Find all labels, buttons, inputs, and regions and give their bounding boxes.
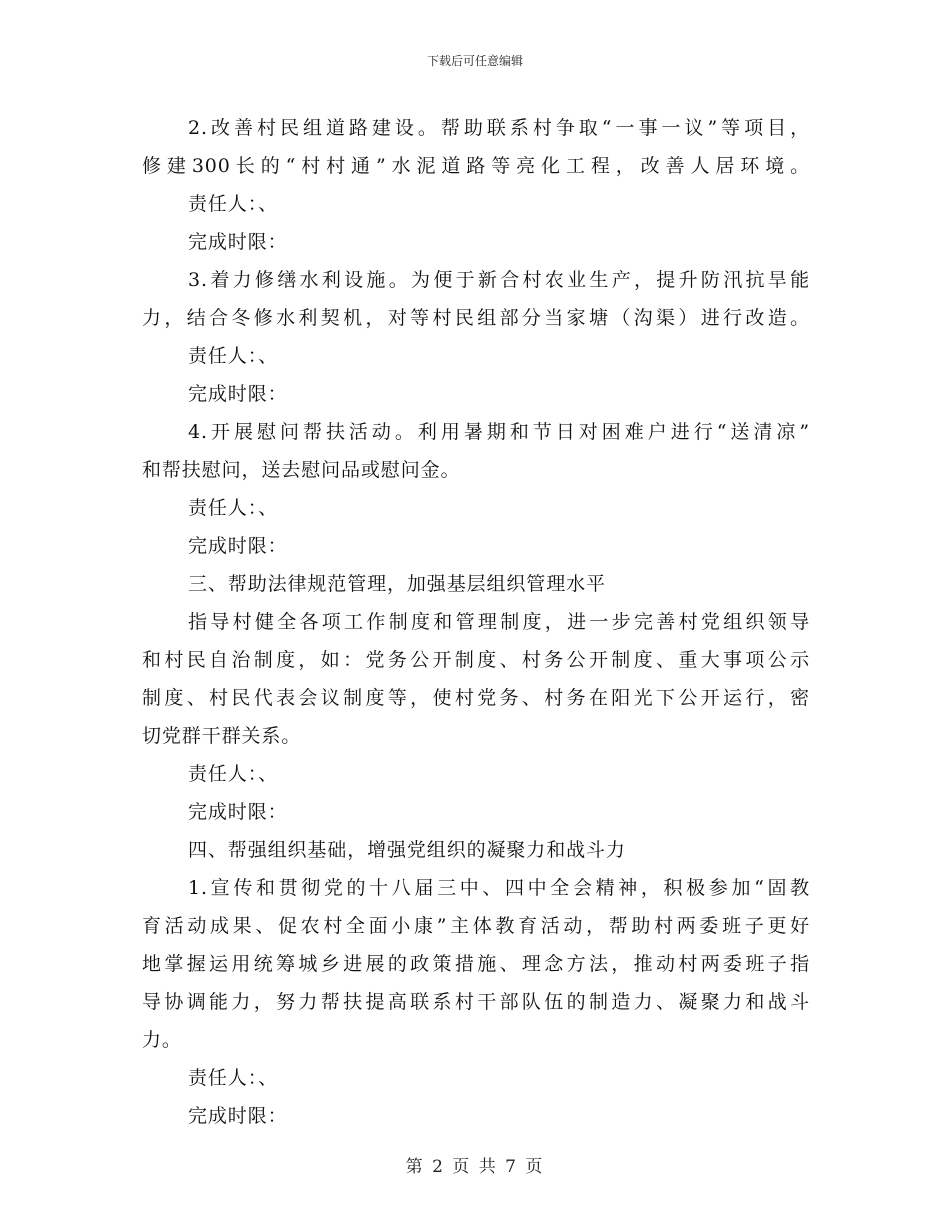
- responsible-person-line: 责任人：、: [188, 345, 279, 367]
- responsible-person-line: 责任人：、: [188, 1067, 279, 1089]
- paragraph-line: 指导村健全各项工作制度和管理制度，进一步完善村党组织领导: [188, 611, 810, 633]
- paragraph-line: 修建300长的“村村通”水泥道路等亮化工程，改善人居环境。: [142, 155, 810, 177]
- section-heading: 三、帮助法律规范管理，加强基层组织管理水平: [188, 573, 606, 595]
- paragraph-line: 1.宣传和贯彻党的十八届三中、四中全会精神，积极参加“固教: [188, 877, 810, 899]
- deadline-line: 完成时限：: [188, 383, 288, 405]
- page-header: 下载后可任意编辑: [426, 54, 523, 68]
- responsible-person-line: 责任人：、: [188, 763, 279, 785]
- paragraph-line: 育活动成果、促农村全面小康”主体教育活动，帮助村两委班子更好: [142, 915, 810, 937]
- paragraph-line: 力，结合冬修水利契机，对等村民组部分当家塘（沟渠）进行改造。: [142, 307, 810, 329]
- paragraph-line: 力。: [142, 1029, 182, 1051]
- deadline-line: 完成时限：: [188, 1105, 288, 1127]
- deadline-line: 完成时限：: [188, 535, 288, 557]
- paragraph-line: 制度、村民代表会议制度等，使村党务、村务在阳光下公开运行，密: [142, 687, 810, 709]
- paragraph-line: 和帮扶慰问，送去慰问品或慰问金。: [142, 459, 461, 481]
- paragraph-line: 导协调能力，努力帮扶提高联系村干部队伍的制造力、凝聚力和战斗: [142, 991, 810, 1013]
- paragraph-line: 和村民自治制度，如：党务公开制度、村务公开制度、重大事项公示: [142, 649, 810, 671]
- paragraph-line: 切党群干群关系。: [142, 725, 302, 747]
- page-number: 第 2 页 共 7 页: [405, 1157, 545, 1177]
- paragraph-line: 3.着力修缮水利设施。为便于新合村农业生产，提升防汛抗旱能: [188, 269, 810, 291]
- paragraph-line: 2.改善村民组道路建设。帮助联系村争取“一事一议”等项目，: [188, 117, 810, 139]
- paragraph-line: 地掌握运用统筹城乡进展的政策措施、理念方法，推动村两委班子指: [142, 953, 810, 975]
- deadline-line: 完成时限：: [188, 231, 288, 253]
- section-heading: 四、帮强组织基础，增强党组织的凝聚力和战斗力: [188, 839, 626, 861]
- paragraph-line: 4.开展慰问帮扶活动。利用暑期和节日对困难户进行“送清凉”: [188, 421, 810, 443]
- deadline-line: 完成时限：: [188, 801, 288, 823]
- document-body: [142, 109, 810, 1135]
- responsible-person-line: 责任人：、: [188, 193, 279, 215]
- responsible-person-line: 责任人：、: [188, 497, 279, 519]
